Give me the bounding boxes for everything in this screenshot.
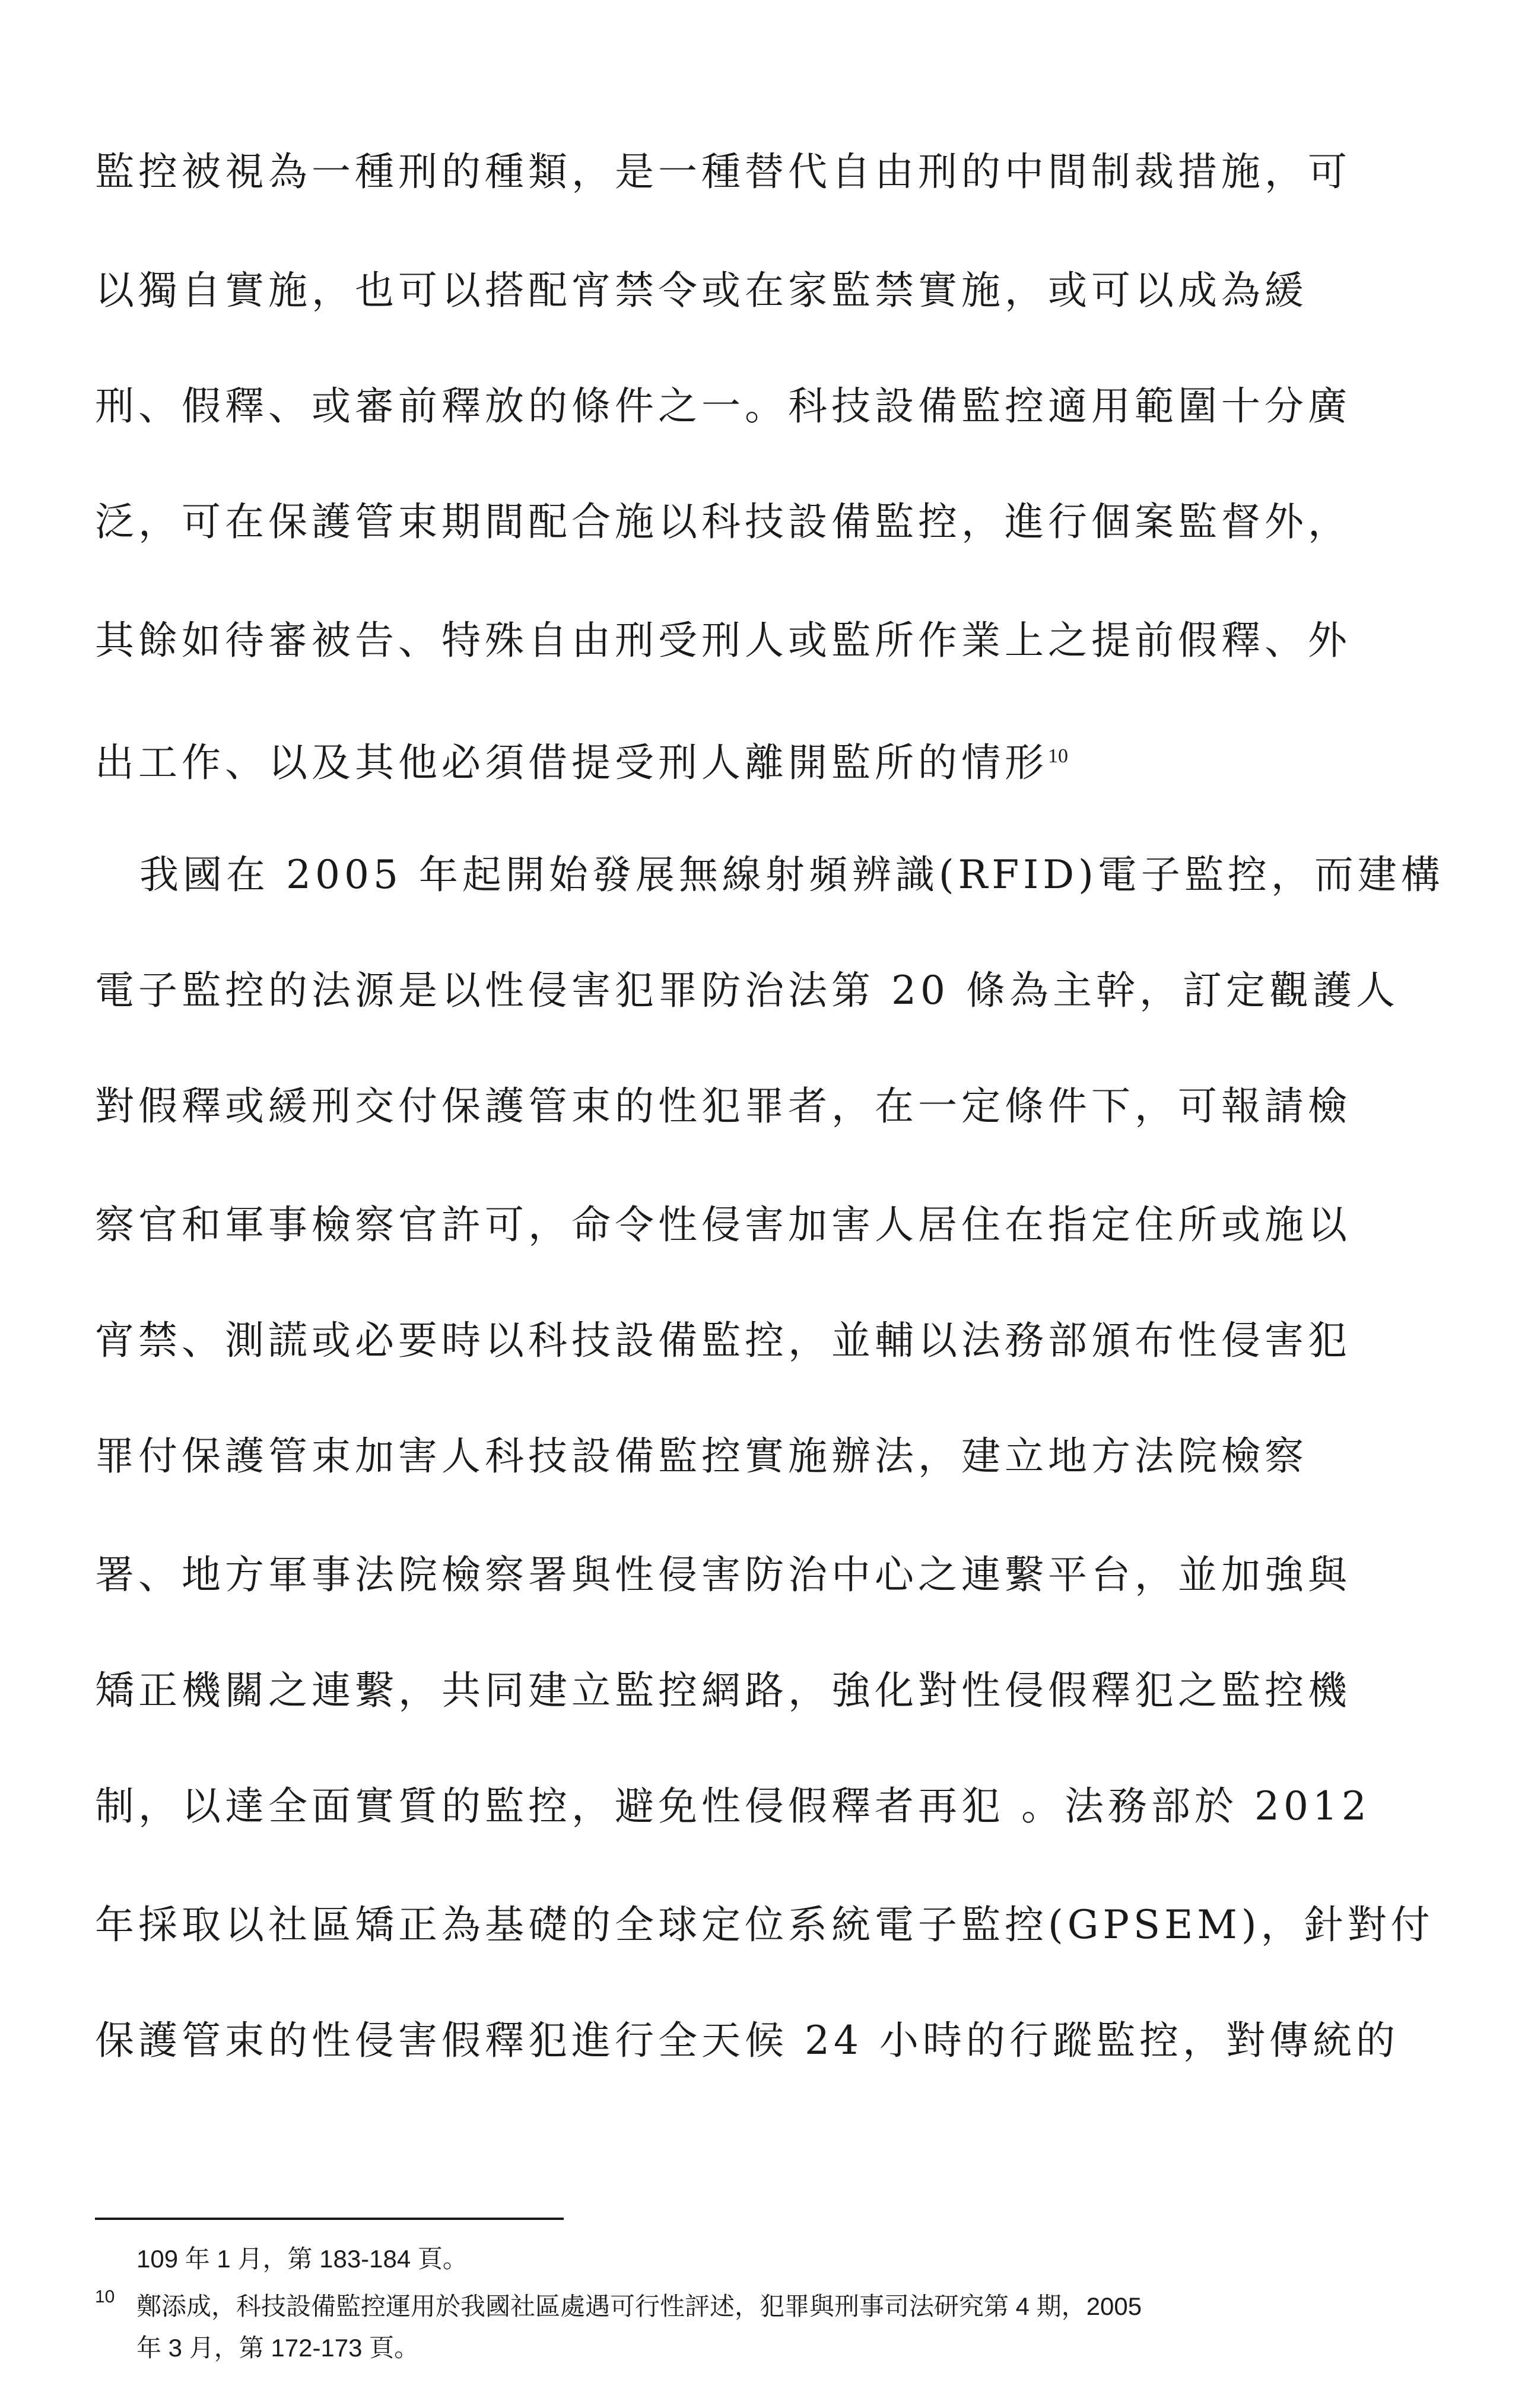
body-text-line: 監控被視為一種刑的種類，是一種替代自由刑的中間制裁措施，可 (95, 149, 1351, 195)
body-text-line-with-footnote (95, 730, 1068, 783)
body-text-line: 察官和軍事檢察官許可，命令性侵害加害人居住在指定住所或施以 (95, 1202, 1351, 1248)
body-text-line: 年採取以社區矯正為基礎的全球定位系統電子監控(GPSEM)，針對付 (95, 1902, 1434, 1948)
footnote-continued: 109 年 1 月，第 183-184 頁。 (136, 2245, 468, 2273)
body-text-line: 宵禁、測謊或必要時以科技設備監控，並輔以法務部頒布性侵害犯 (95, 1318, 1351, 1363)
body-text-line: 矯正機關之連繫，共同建立監控網路，強化對性侵假釋犯之監控機 (95, 1668, 1351, 1713)
footnote-text: 鄭添成，科技設備監控運用於我國社區處遇可行性評述，犯罪與刑事司法研究第 4 期，2005 (136, 2292, 1142, 2320)
body-text-line: 以獨自實施，也可以搭配宵禁令或在家監禁實施，或可以成為緩 (95, 268, 1308, 313)
body-text-line: 制，以達全面實質的監控，避免性侵假釋者再犯 。法務部於 2012 (95, 1783, 1371, 1829)
body-text-line: 其餘如待審被告、特殊自由刑受刑人或監所作業上之提前假釋、外 (95, 618, 1351, 663)
body-text-line: 電子監控的法源是以性侵害犯罪防治法第 20 條為主幹，訂定觀護人 (95, 968, 1399, 1013)
footnote-reference: 10 (1048, 745, 1068, 767)
body-text-line: 署、地方軍事法院檢察署與性侵害防治中心之連繫平台，並加強與 (95, 1552, 1351, 1598)
footnote-number: 10 (95, 2287, 115, 2307)
paragraph-first-line: 我國在 2005 年起開始發展無線射頻辨識(RFID)電子監控，而建構 (139, 852, 1444, 898)
body-text-line: 保護管束的性侵害假釋犯進行全天候 24 小時的行蹤監控，對傳統的 (95, 2018, 1399, 2063)
footnote-text-continued: 年 3 月，第 172-173 頁。 (136, 2334, 420, 2362)
footnote-separator (95, 2218, 564, 2220)
body-text: 出工作、以及其他必須借提受刑人離開監所的情形 (95, 740, 1048, 785)
body-text-line: 罪付保護管束加害人科技設備監控實施辦法，建立地方法院檢察 (95, 1433, 1308, 1479)
body-text-line: 刑、假釋、或審前釋放的條件之一。科技設備監控適用範圍十分廣 (95, 383, 1351, 429)
body-text-line: 泛，可在保護管束期間配合施以科技設備監控，進行個案監督外， (95, 499, 1351, 545)
body-text-line: 對假釋或緩刑交付保護管束的性犯罪者，在一定條件下，可報請檢 (95, 1083, 1351, 1129)
